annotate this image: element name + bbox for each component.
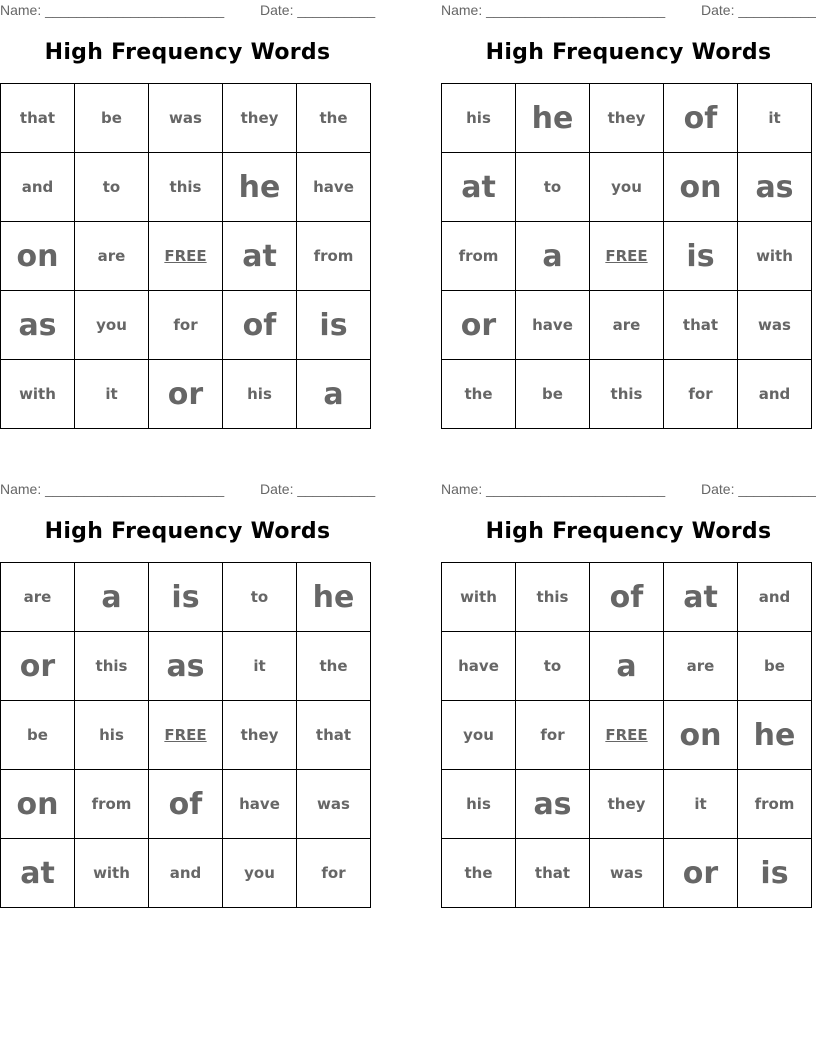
word-cell[interactable]: was: [149, 84, 223, 153]
word-cell[interactable]: was: [590, 839, 664, 908]
word-cell[interactable]: and: [738, 563, 812, 632]
word-cell[interactable]: at: [442, 153, 516, 222]
free-space-cell[interactable]: FREE: [590, 222, 664, 291]
word-cell[interactable]: you: [75, 291, 149, 360]
date-field[interactable]: Date: __________: [260, 2, 376, 18]
word-cell[interactable]: and: [1, 153, 75, 222]
grid-row: [442, 153, 812, 222]
word-cell[interactable]: at: [664, 563, 738, 632]
word-cell[interactable]: it: [664, 770, 738, 839]
grid-row: [442, 360, 812, 429]
date-field[interactable]: Date: __________: [701, 481, 816, 497]
word-cell[interactable]: are: [664, 632, 738, 701]
word-cell[interactable]: have: [223, 770, 297, 839]
date-field[interactable]: Date: __________: [701, 2, 816, 18]
word-cell[interactable]: he: [297, 563, 371, 632]
grid-row: [1, 839, 371, 908]
word-cell[interactable]: his: [442, 770, 516, 839]
word-cell[interactable]: as: [738, 153, 812, 222]
word-cell[interactable]: from: [738, 770, 812, 839]
word-cell[interactable]: be: [1, 701, 75, 770]
card-title: High Frequency Words: [485, 40, 772, 65]
word-cell[interactable]: this: [516, 563, 590, 632]
word-cell[interactable]: from: [75, 770, 149, 839]
word-cell[interactable]: have: [516, 291, 590, 360]
word-cell[interactable]: or: [149, 360, 223, 429]
word-cell[interactable]: he: [516, 84, 590, 153]
word-cell[interactable]: it: [223, 632, 297, 701]
word-cell[interactable]: that: [297, 701, 371, 770]
word-cell[interactable]: that: [664, 291, 738, 360]
word-cell[interactable]: they: [590, 770, 664, 839]
word-cell[interactable]: are: [590, 291, 664, 360]
grid-row: [1, 632, 371, 701]
word-cell[interactable]: this: [75, 632, 149, 701]
word-cell[interactable]: they: [223, 701, 297, 770]
word-cell[interactable]: is: [738, 839, 812, 908]
word-cell[interactable]: was: [297, 770, 371, 839]
word-grid: [0, 83, 371, 429]
bingo-card-2: [441, 0, 816, 434]
name-field[interactable]: Name: _______________________: [441, 481, 666, 497]
grid-row: [442, 701, 812, 770]
word-cell[interactable]: of: [664, 84, 738, 153]
grid-row: [1, 360, 371, 429]
word-cell[interactable]: at: [223, 222, 297, 291]
word-cell[interactable]: have: [297, 153, 371, 222]
word-grid: [0, 562, 371, 908]
word-cell[interactable]: the: [297, 84, 371, 153]
word-cell[interactable]: his: [442, 84, 516, 153]
word-cell[interactable]: it: [75, 360, 149, 429]
grid-row: [442, 222, 812, 291]
word-cell[interactable]: be: [738, 632, 812, 701]
date-field[interactable]: Date: __________: [260, 481, 376, 497]
word-cell[interactable]: or: [1, 632, 75, 701]
free-space-cell[interactable]: FREE: [149, 222, 223, 291]
word-cell[interactable]: with: [1, 360, 75, 429]
word-cell[interactable]: of: [590, 563, 664, 632]
word-cell[interactable]: this: [149, 153, 223, 222]
word-cell[interactable]: to: [516, 632, 590, 701]
word-cell[interactable]: a: [590, 632, 664, 701]
word-cell[interactable]: for: [664, 360, 738, 429]
word-cell[interactable]: for: [149, 291, 223, 360]
word-cell[interactable]: be: [516, 360, 590, 429]
bingo-card-4: [441, 479, 816, 913]
word-cell[interactable]: he: [738, 701, 812, 770]
name-field[interactable]: Name: _______________________: [0, 2, 225, 18]
word-cell[interactable]: and: [738, 360, 812, 429]
name-field[interactable]: Name: _______________________: [0, 481, 225, 497]
grid-row: [1, 770, 371, 839]
word-cell[interactable]: they: [223, 84, 297, 153]
card-header: [441, 2, 816, 20]
word-cell[interactable]: is: [297, 291, 371, 360]
grid-row: [442, 84, 812, 153]
word-cell[interactable]: the: [297, 632, 371, 701]
word-cell[interactable]: on: [664, 701, 738, 770]
word-cell[interactable]: as: [1, 291, 75, 360]
card-header: [441, 481, 816, 499]
grid-row: [1, 84, 371, 153]
grid-row: [1, 222, 371, 291]
word-cell[interactable]: of: [149, 770, 223, 839]
word-cell[interactable]: they: [590, 84, 664, 153]
word-cell[interactable]: is: [664, 222, 738, 291]
card-header: [0, 481, 376, 499]
word-cell[interactable]: a: [75, 563, 149, 632]
word-cell[interactable]: as: [149, 632, 223, 701]
word-cell[interactable]: from: [442, 222, 516, 291]
grid-row: [442, 839, 812, 908]
grid-row: [442, 291, 812, 360]
word-cell[interactable]: have: [442, 632, 516, 701]
word-cell[interactable]: are: [75, 222, 149, 291]
grid-row: [1, 153, 371, 222]
grid-row: [442, 563, 812, 632]
word-cell[interactable]: as: [516, 770, 590, 839]
word-cell[interactable]: and: [149, 839, 223, 908]
word-cell[interactable]: it: [738, 84, 812, 153]
word-cell[interactable]: to: [75, 153, 149, 222]
word-cell[interactable]: or: [664, 839, 738, 908]
word-cell[interactable]: this: [590, 360, 664, 429]
word-cell[interactable]: from: [297, 222, 371, 291]
name-field[interactable]: Name: _______________________: [441, 2, 666, 18]
bingo-card-1: [0, 0, 375, 434]
grid-row: [442, 770, 812, 839]
word-cell[interactable]: a: [516, 222, 590, 291]
grid-row: [442, 632, 812, 701]
free-space-cell[interactable]: FREE: [590, 701, 664, 770]
grid-row: [1, 701, 371, 770]
word-cell[interactable]: his: [223, 360, 297, 429]
word-cell[interactable]: that: [516, 839, 590, 908]
word-cell[interactable]: be: [75, 84, 149, 153]
word-cell[interactable]: for: [297, 839, 371, 908]
word-cell[interactable]: to: [223, 563, 297, 632]
word-cell[interactable]: that: [1, 84, 75, 153]
card-header: [0, 2, 376, 20]
word-cell[interactable]: at: [1, 839, 75, 908]
card-title: High Frequency Words: [485, 519, 772, 544]
word-cell[interactable]: to: [516, 153, 590, 222]
word-cell[interactable]: a: [297, 360, 371, 429]
word-cell[interactable]: you: [590, 153, 664, 222]
word-cell[interactable]: on: [664, 153, 738, 222]
word-cell[interactable]: he: [223, 153, 297, 222]
card-title: High Frequency Words: [44, 40, 331, 65]
word-cell[interactable]: was: [738, 291, 812, 360]
grid-row: [1, 563, 371, 632]
word-cell[interactable]: on: [1, 770, 75, 839]
word-cell[interactable]: with: [738, 222, 812, 291]
word-cell[interactable]: the: [442, 839, 516, 908]
word-cell[interactable]: is: [149, 563, 223, 632]
word-grid: [441, 83, 812, 429]
word-cell[interactable]: the: [442, 360, 516, 429]
word-cell[interactable]: you: [442, 701, 516, 770]
word-cell[interactable]: with: [75, 839, 149, 908]
word-cell[interactable]: for: [516, 701, 590, 770]
word-cell[interactable]: his: [75, 701, 149, 770]
word-cell[interactable]: are: [1, 563, 75, 632]
grid-row: [1, 291, 371, 360]
free-space-cell[interactable]: FREE: [149, 701, 223, 770]
word-cell[interactable]: of: [223, 291, 297, 360]
word-cell[interactable]: you: [223, 839, 297, 908]
word-cell[interactable]: or: [442, 291, 516, 360]
word-cell[interactable]: on: [1, 222, 75, 291]
card-title: High Frequency Words: [44, 519, 331, 544]
word-grid: [441, 562, 812, 908]
bingo-card-3: [0, 479, 375, 913]
word-cell[interactable]: with: [442, 563, 516, 632]
